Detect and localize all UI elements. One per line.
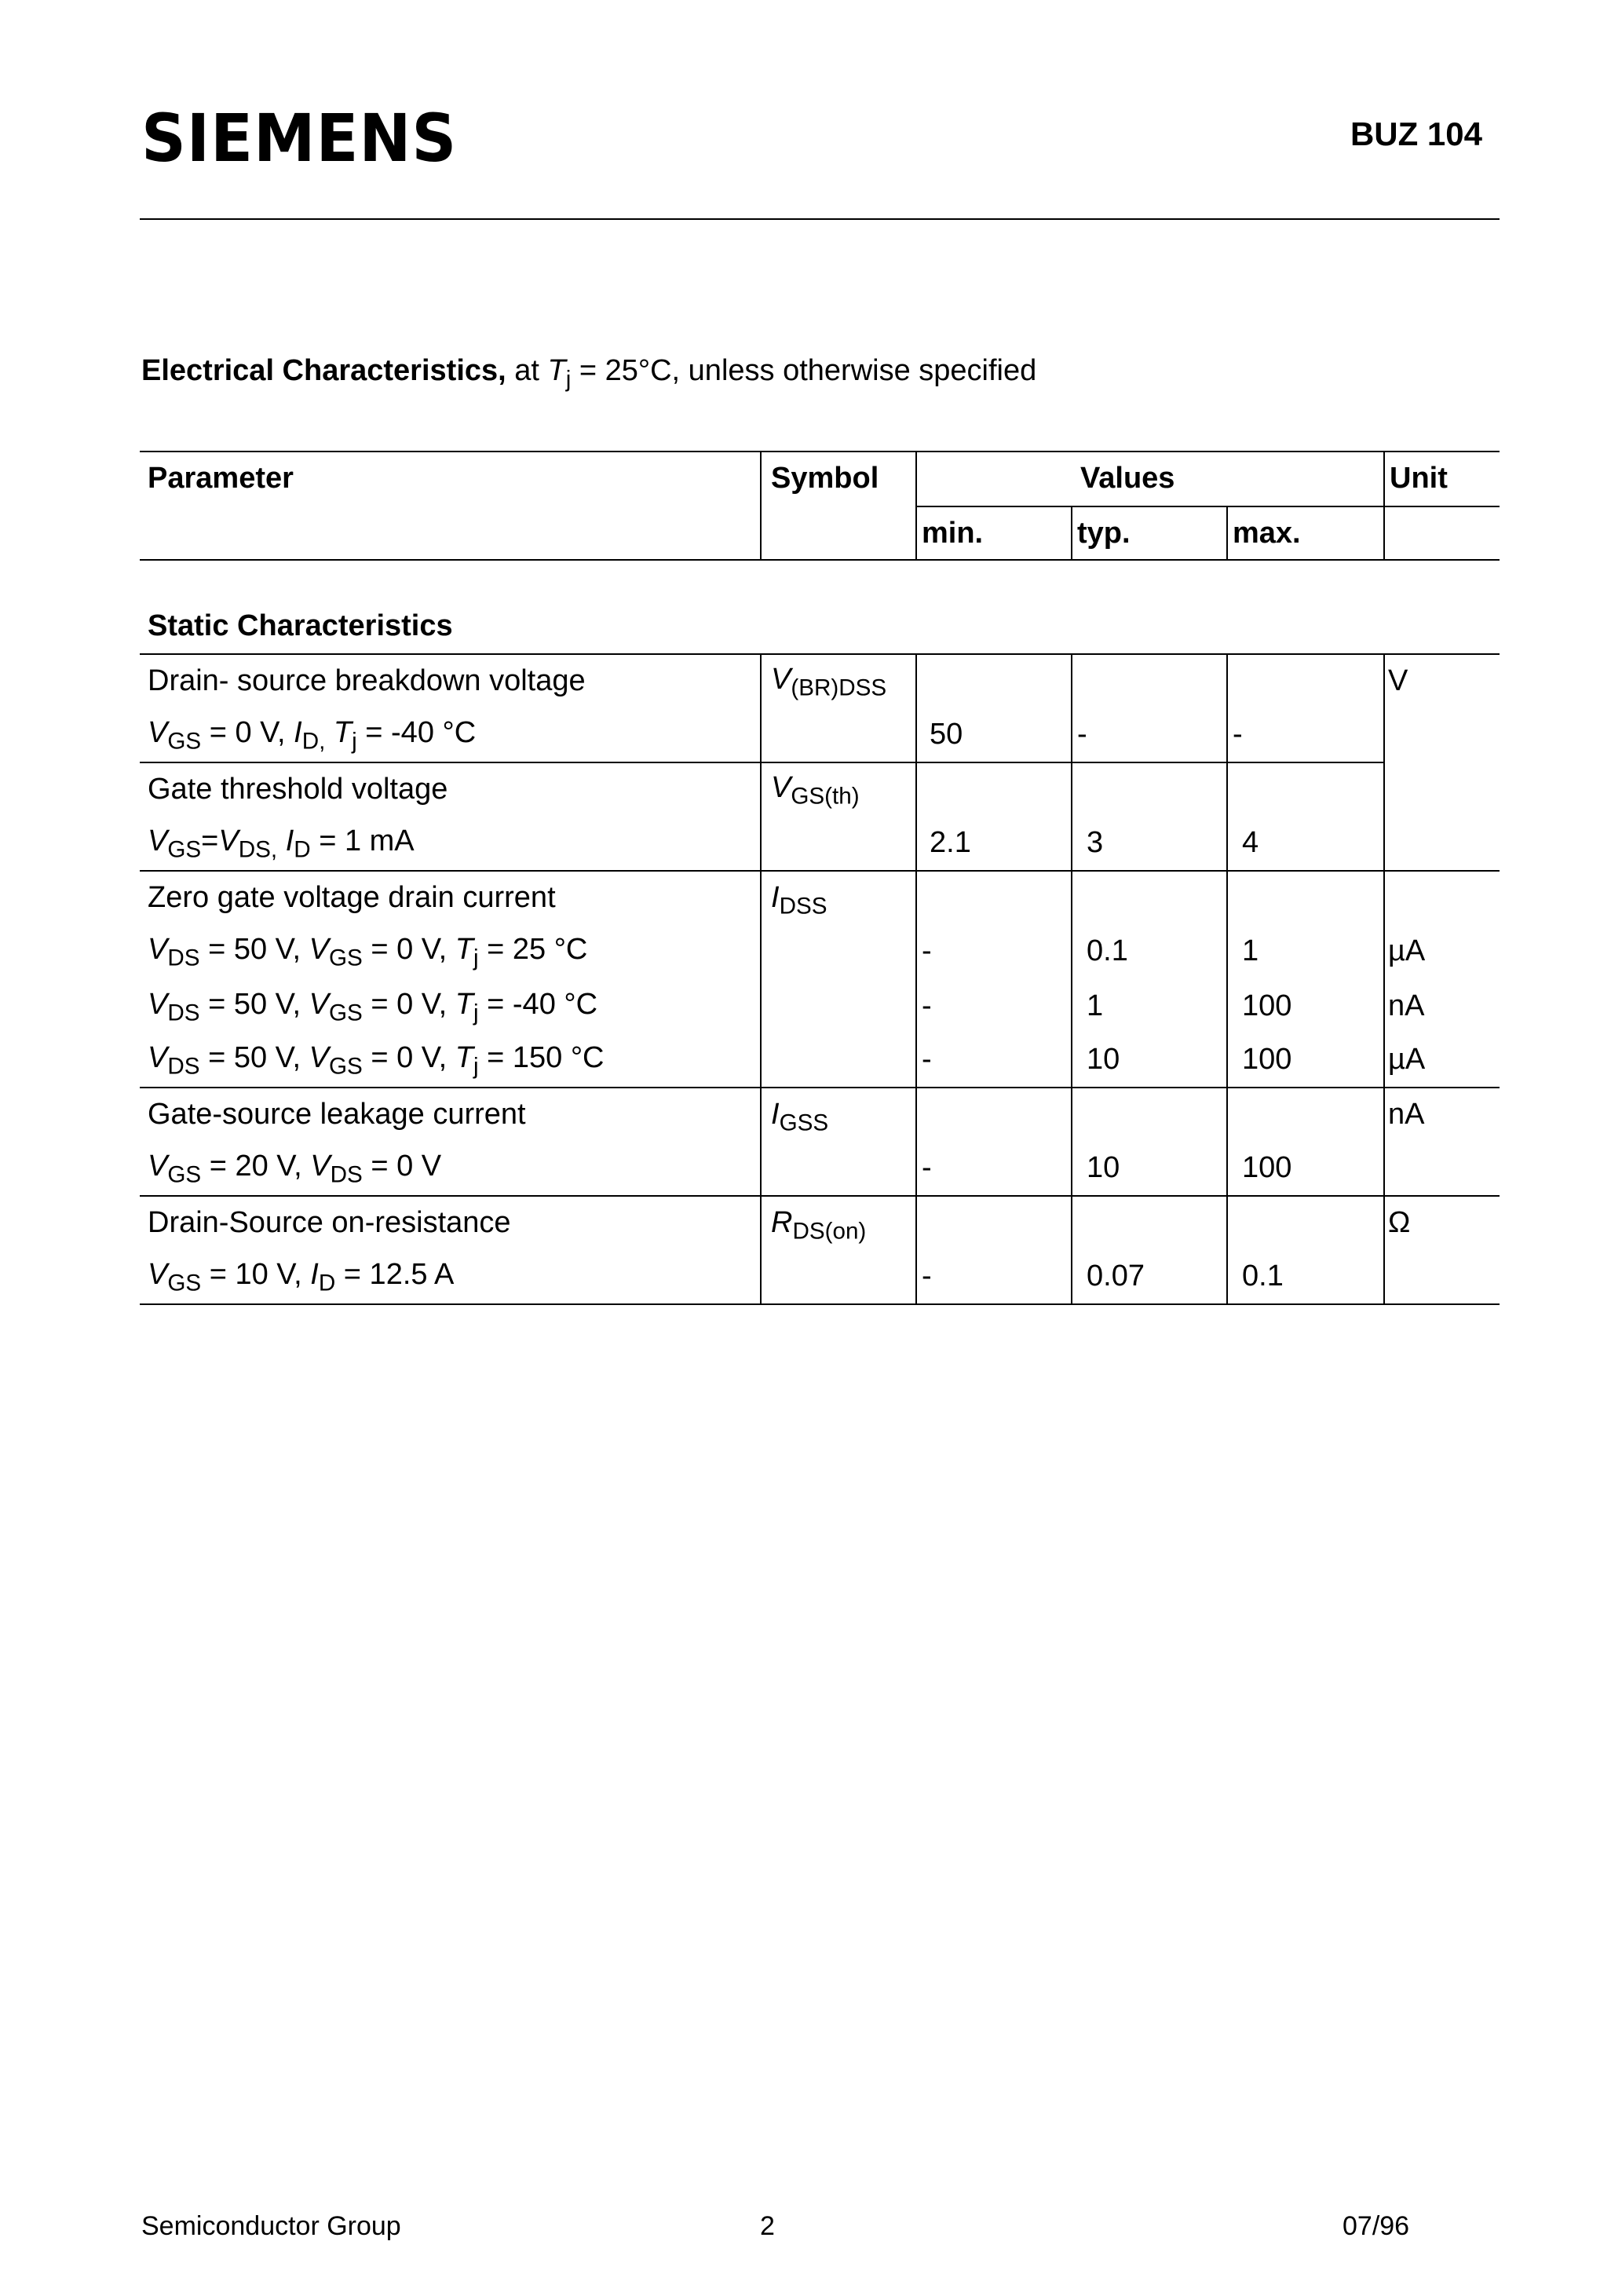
min-drain-current-3: -	[922, 1043, 932, 1076]
cond-drain-current-1: $V_{DS} = 50$ V, $V_{GS} = 0$ V, $T_j = 25$ °C	[148, 933, 588, 971]
min-drain-current-1: -	[922, 934, 932, 967]
cond-drain-current-3: $V_{DS} = 50$ V, $V_{GS} = 0$ V, $T_j = 150$ °C	[148, 1041, 605, 1080]
min-breakdown: 50	[930, 718, 963, 751]
max-leakage: 100	[1242, 1151, 1292, 1184]
symbol-vbrdss: $V_{(BR)DSS}$	[771, 663, 887, 701]
typ-drain-current-2: 1	[1087, 989, 1104, 1022]
footer-company: Semiconductor Group	[141, 2211, 401, 2241]
col-max: max.	[1233, 517, 1301, 550]
footer-page-number: 2	[760, 2211, 775, 2241]
min-on-resistance: -	[922, 1260, 932, 1292]
min-drain-current-2: -	[922, 989, 932, 1022]
part-number: BUZ 104	[1350, 115, 1482, 152]
typ-drain-current-1: 0.1	[1087, 934, 1128, 967]
col-symbol: Symbol	[771, 462, 879, 495]
heading-symbol: T	[547, 354, 566, 387]
unit-breakdown: V	[1388, 664, 1408, 697]
max-drain-current-1: 1	[1242, 934, 1259, 967]
row-drain-current: Zero gate voltage drain current	[148, 881, 556, 914]
row-leakage-current: Gate-source leakage current	[148, 1098, 526, 1131]
typ-breakdown: -	[1077, 718, 1087, 751]
unit-leakage: nA	[1388, 1098, 1425, 1131]
max-on-resistance: 0.1	[1242, 1260, 1284, 1292]
section-heading	[141, 353, 1037, 393]
unit-drain-current-3: µA	[1388, 1043, 1426, 1076]
symbol-rdson: $R_{DS(on)}$	[771, 1206, 867, 1245]
typ-drain-current-3: 10	[1087, 1043, 1120, 1076]
max-drain-current-2: 100	[1242, 989, 1292, 1022]
max-breakdown: -	[1233, 718, 1243, 751]
col-min: min.	[922, 517, 984, 550]
col-unit: Unit	[1390, 462, 1448, 495]
siemens-logo: SIEMENS	[141, 100, 458, 177]
cond-drain-current-2: $V_{DS} = 50$ V, $V_{GS} = 0$ V, $T_j = -40$ °C	[148, 988, 598, 1026]
row-breakdown-voltage: Drain- source breakdown voltage	[148, 664, 586, 697]
heading-symbol-sub: j	[565, 366, 572, 393]
cond-leakage: $V_{GS} = 20$ V, $V_{DS} = 0$ V	[148, 1150, 442, 1188]
unit-drain-current-2: nA	[1388, 989, 1425, 1022]
symbol-igss: $I_{GSS}$	[771, 1098, 829, 1136]
cond-on-resistance: $V_{GS} = 10$ V, $I_D = 12.5$ A	[148, 1258, 455, 1296]
max-threshold: 4	[1242, 826, 1259, 859]
min-leakage: -	[922, 1151, 932, 1184]
cond-threshold: $V_{GS}=V_{DS,}$ $I_D = 1$ mA	[148, 824, 415, 863]
typ-threshold: 3	[1087, 826, 1104, 859]
heading-at: at	[514, 354, 539, 387]
col-values: Values	[1080, 462, 1175, 495]
header-rule	[140, 218, 1500, 220]
typ-on-resistance: 0.07	[1087, 1260, 1145, 1292]
unit-drain-current-1: µA	[1388, 934, 1426, 967]
symbol-idss: $I_{DSS}$	[771, 881, 827, 919]
unit-on-resistance: Ω	[1388, 1206, 1411, 1239]
typ-leakage: 10	[1087, 1151, 1120, 1184]
max-drain-current-3: 100	[1242, 1043, 1292, 1076]
min-threshold: 2.1	[930, 826, 971, 859]
row-on-resistance: Drain-Source on-resistance	[148, 1206, 511, 1239]
col-typ: typ.	[1077, 517, 1131, 550]
symbol-vgsth: $V_{GS(th)}$	[771, 771, 860, 810]
col-parameter: Parameter	[148, 462, 294, 495]
cond-breakdown: $V_{GS} = 0$ V, $I_{D,}$ $T_j = -40$ °C	[148, 716, 477, 755]
heading-bold: Electrical Characteristics,	[141, 354, 506, 387]
group-title: Static Characteristics	[148, 609, 453, 642]
heading-rest: = 25°C, unless otherwise specified	[579, 354, 1037, 387]
footer-date: 07/96	[1343, 2211, 1410, 2241]
row-threshold-voltage: Gate threshold voltage	[148, 773, 448, 806]
